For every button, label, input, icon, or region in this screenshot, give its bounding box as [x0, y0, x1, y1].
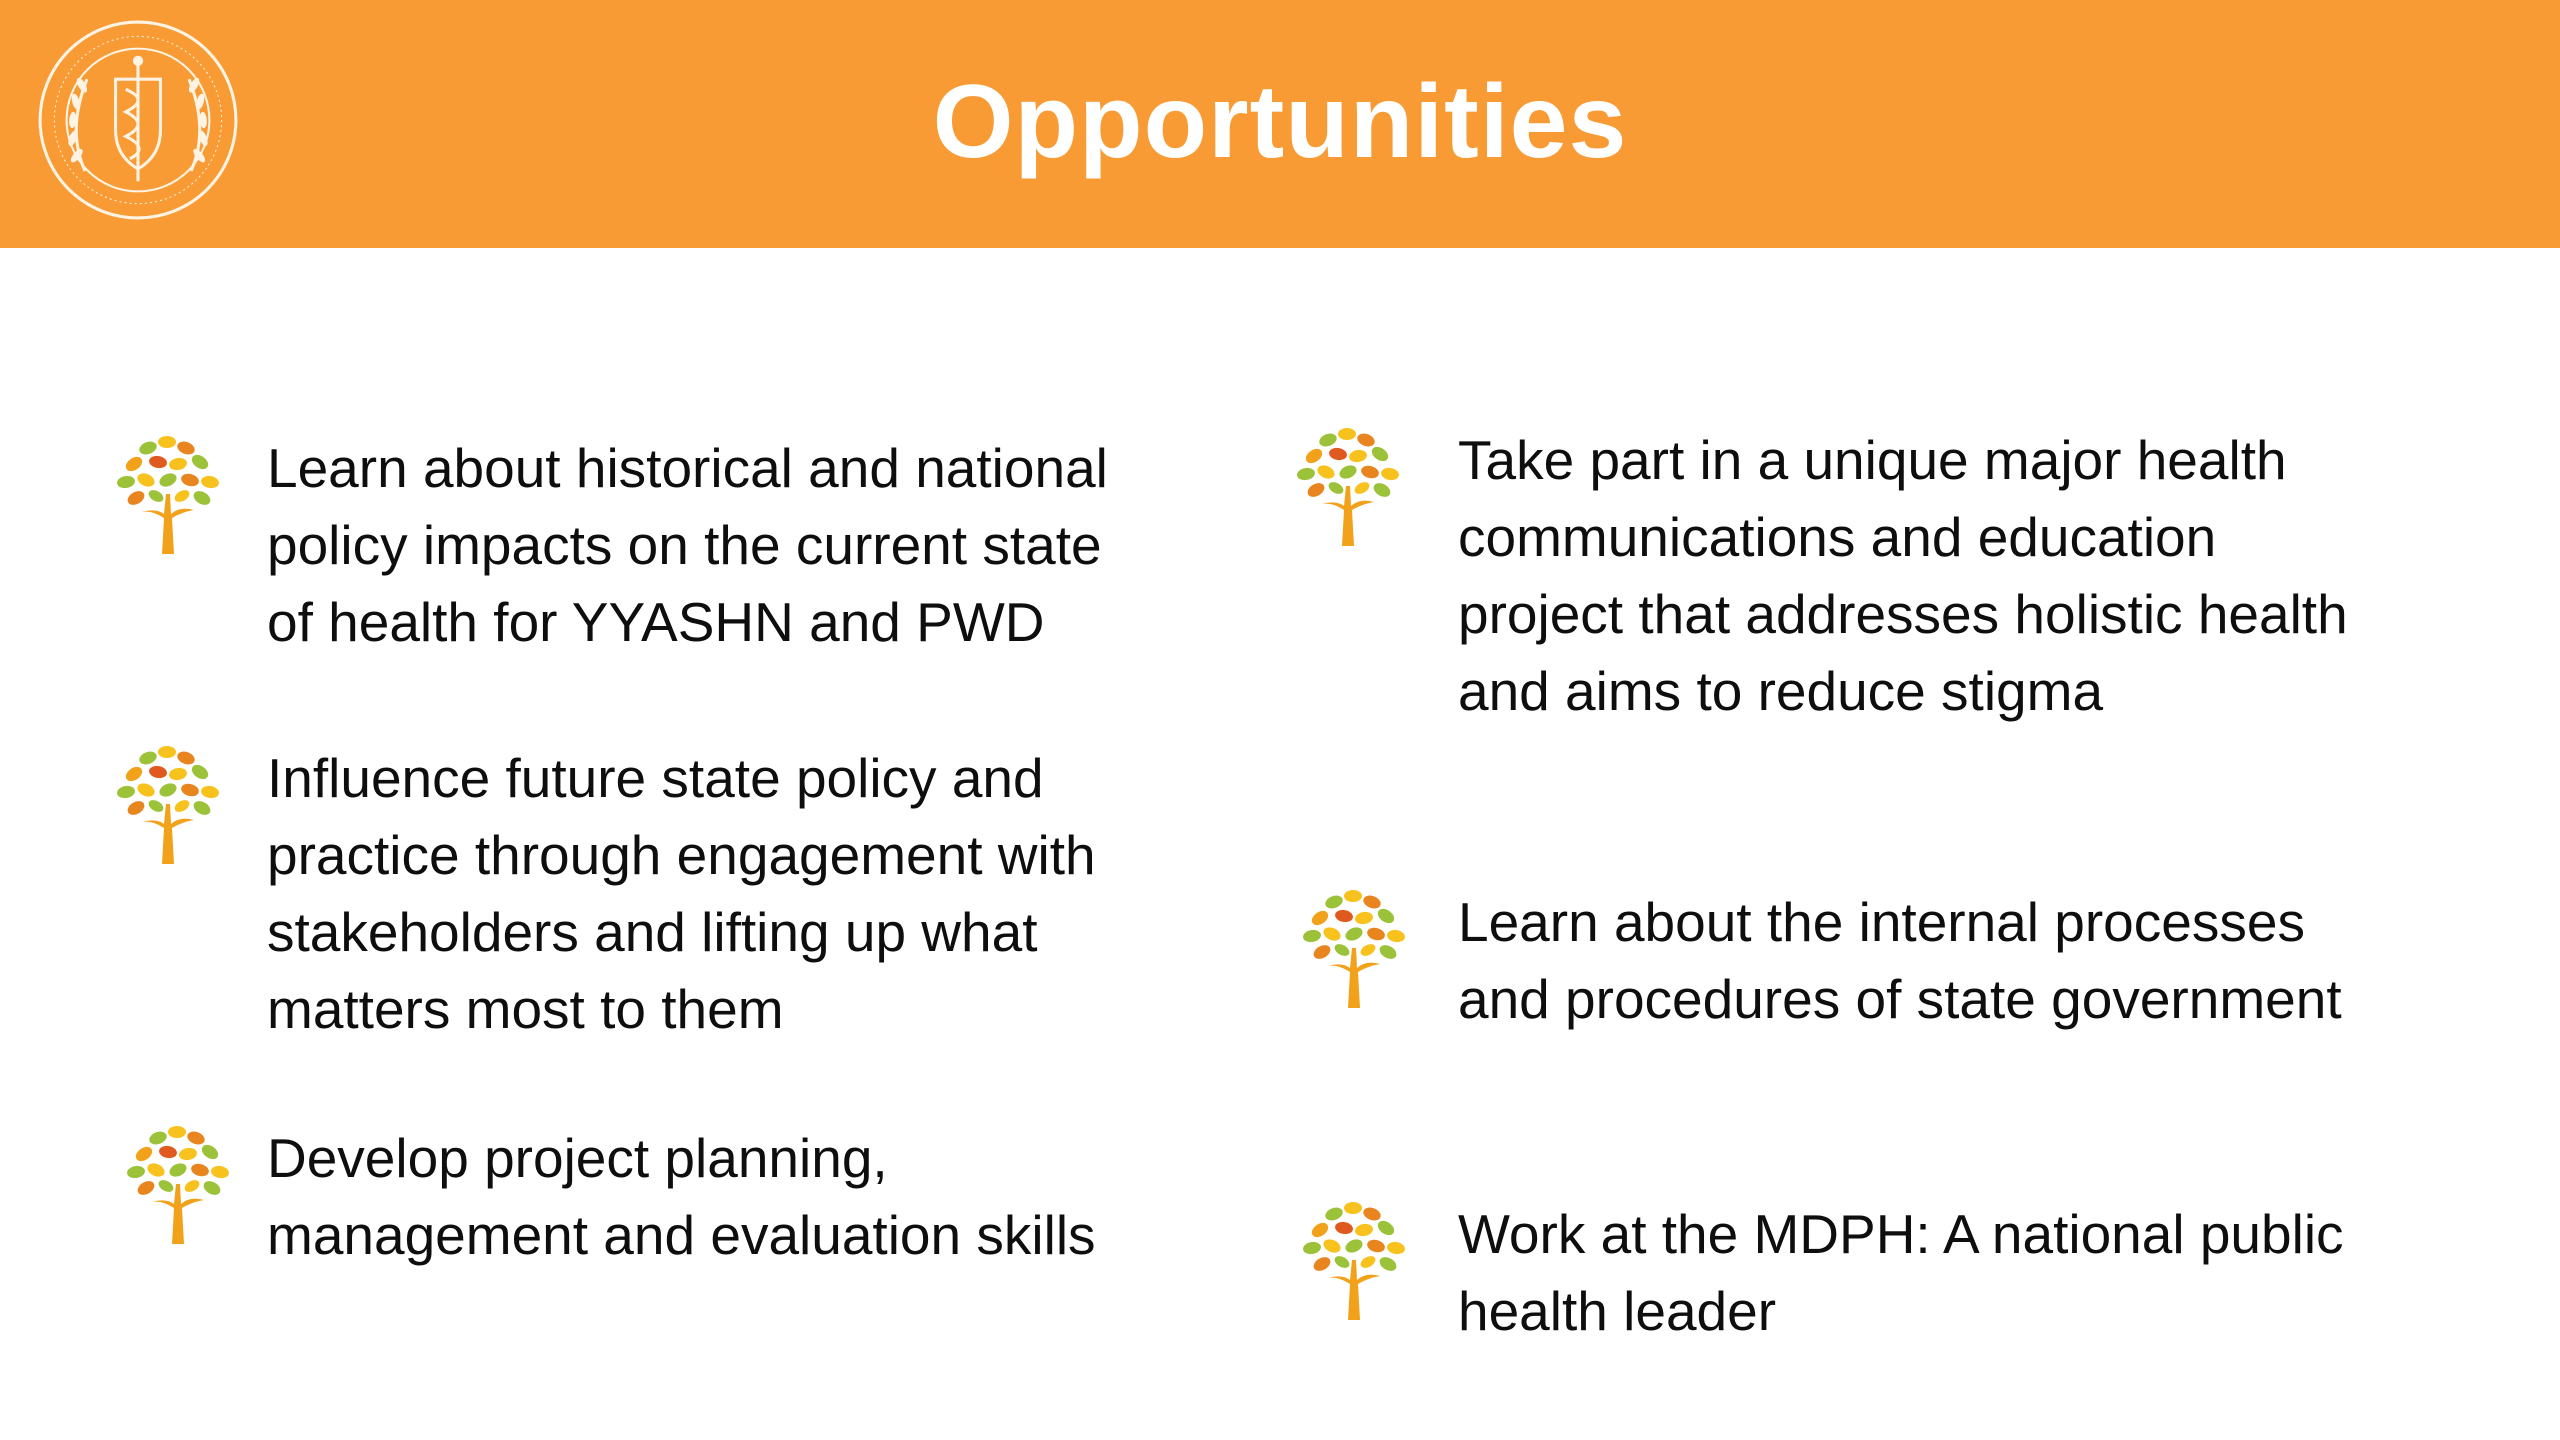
bullet-text: Develop project planning, management and evaluation skills [267, 1127, 1096, 1266]
bullet-text: Learn about historical and national policy impacts on the current state of health for YYASHN and PWD [267, 437, 1108, 653]
bullet-text: Learn about the internal processes and procedures of state government [1458, 891, 2342, 1030]
tree-icon [112, 430, 222, 554]
title-banner [0, 0, 2560, 248]
tree-icon [112, 740, 222, 864]
slide-title: Opportunities [932, 64, 1628, 180]
tree-icon [1292, 422, 1402, 546]
bullet-text: Take part in a unique major health communications and education project that addresses holistic health and aims to reduce stigma [1458, 429, 2348, 722]
tree-icon [1298, 884, 1408, 1008]
tree-icon [1298, 1196, 1408, 1320]
tree-icon [122, 1120, 232, 1244]
bullet-text: Influence future state policy and practice through engagement with stakeholders and lifting up what matters most to them [267, 747, 1096, 1040]
bullet-text: Work at the MDPH: A national public health leader [1458, 1203, 2344, 1342]
